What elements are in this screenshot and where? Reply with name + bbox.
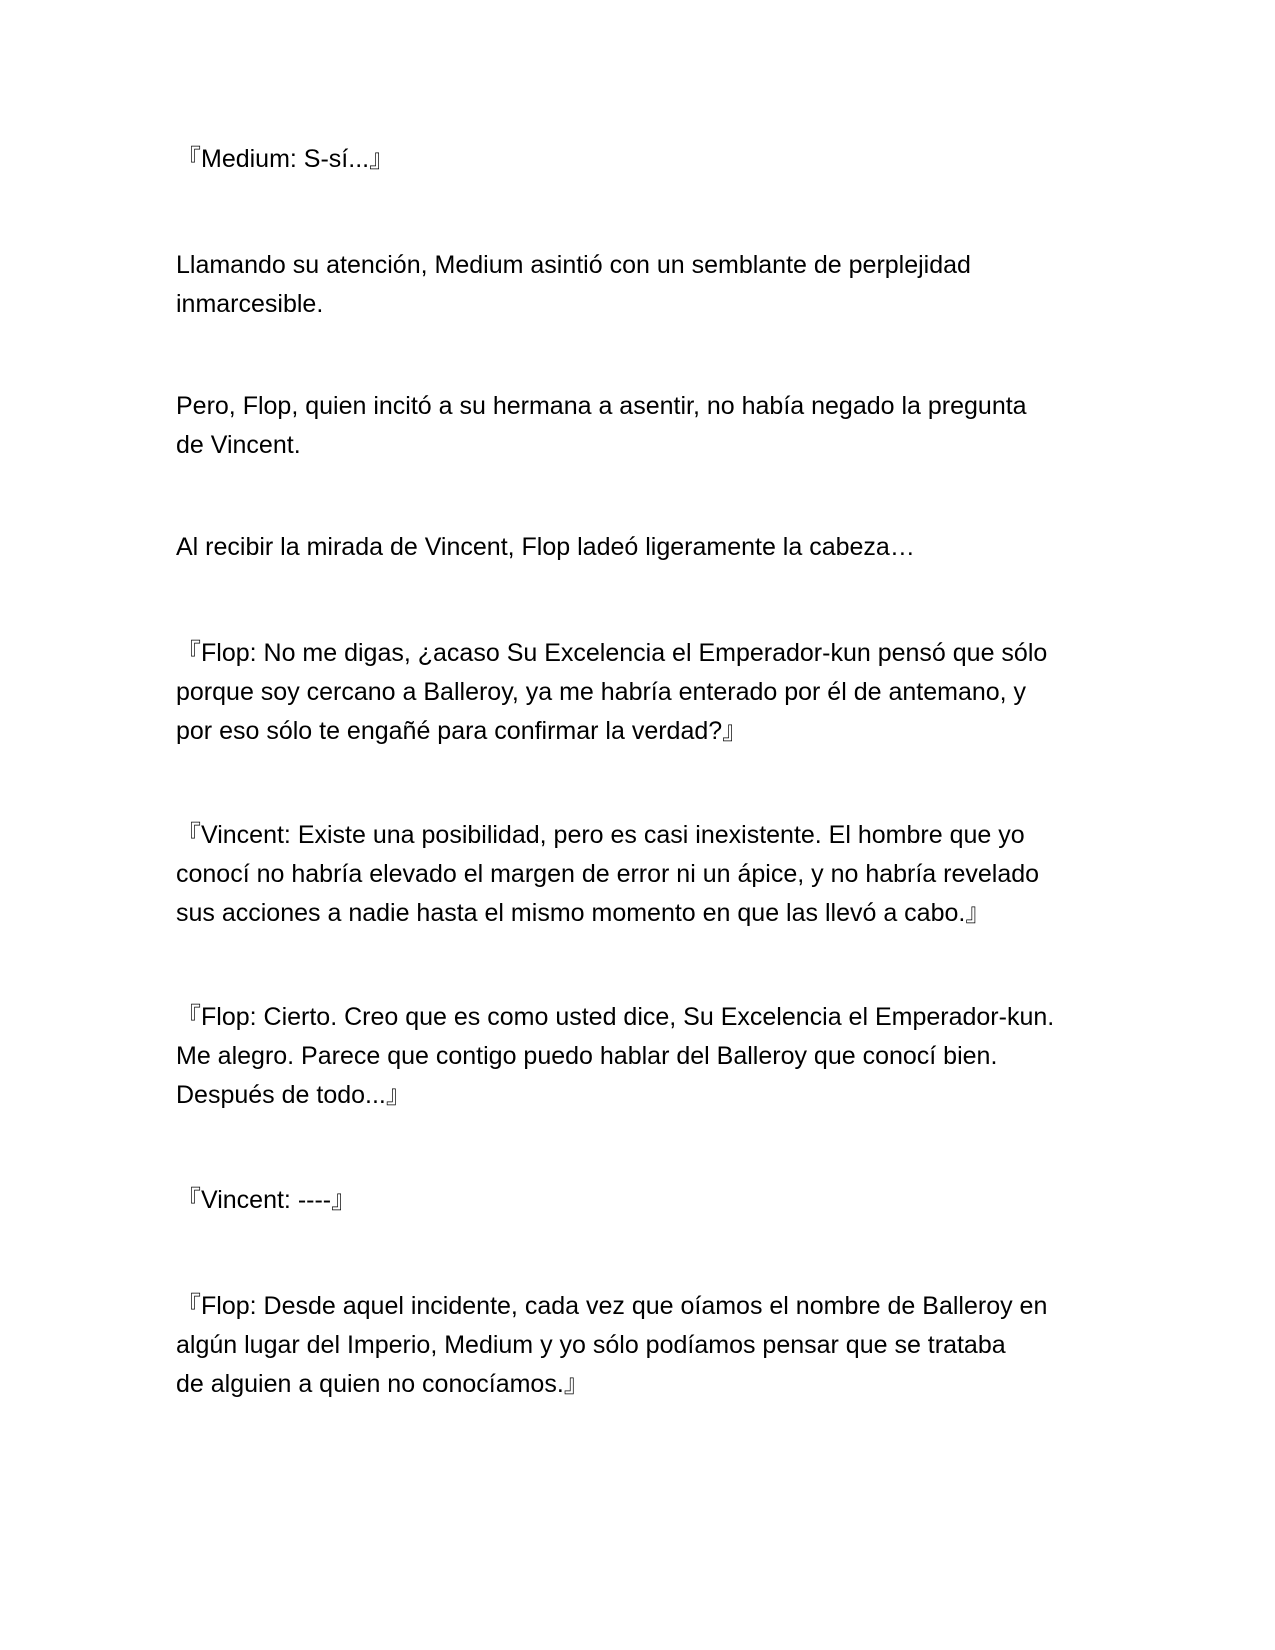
text-line: inmarcesible.: [176, 290, 324, 318]
paragraph-narration-flop-not-denied: [176, 387, 1116, 465]
text-line: Pero, Flop, quien incitó a su hermana a asentir, no había negado la pregunta: [176, 392, 1027, 420]
text-line: algún lugar del Imperio, Medium y yo sólo podíamos pensar que se trataba: [176, 1331, 1006, 1359]
paragraph-narration-medium-nodded: [176, 246, 1116, 324]
text-line: 『Flop: Cierto. Creo que es como usted dice, Su Excelencia el Emperador-kun.: [176, 1003, 1055, 1031]
text-line: porque soy cercano a Balleroy, ya me habría enterado por él de antemano, y: [176, 678, 1027, 706]
paragraph-dialogue-vincent-1: [176, 816, 1116, 933]
text-line: conocí no habría elevado el margen de error ni un ápice, y no habría revelado: [176, 860, 1040, 888]
text-line: Después de todo...』: [176, 1081, 411, 1109]
text-line: por eso sólo te engañé para confirmar la verdad?』: [176, 717, 748, 745]
text-line: Al recibir la mirada de Vincent, Flop ladeó ligeramente la cabeza…: [176, 533, 915, 561]
paragraph-dialogue-medium: [176, 140, 1116, 179]
text-line: 『Medium: S-sí...』: [176, 145, 395, 173]
text-line: 『Vincent: Existe una posibilidad, pero es casi inexistente. El hombre que yo: [176, 821, 1025, 849]
text-line: Llamando su atención, Medium asintió con un semblante de perplejidad: [176, 251, 971, 279]
paragraph-dialogue-flop-1: [176, 634, 1116, 751]
paragraph-dialogue-vincent-2: [176, 1181, 1116, 1220]
text-line: 『Vincent: ----』: [176, 1186, 357, 1214]
text-line: de Vincent.: [176, 431, 301, 459]
text-line: sus acciones a nadie hasta el mismo momento en que las llevó a cabo.』: [176, 899, 991, 927]
text-line: de alguien a quien no conocíamos.』: [176, 1370, 589, 1398]
text-line: Me alegro. Parece que contigo puedo hablar del Balleroy que conocí bien.: [176, 1042, 998, 1070]
paragraph-narration-flop-tilted-head: [176, 528, 1116, 567]
paragraph-dialogue-flop-2: [176, 998, 1116, 1115]
text-line: 『Flop: Desde aquel incidente, cada vez que oíamos el nombre de Balleroy en: [176, 1292, 1048, 1320]
paragraph-dialogue-flop-3: [176, 1287, 1116, 1404]
text-line: 『Flop: No me digas, ¿acaso Su Excelencia el Emperador-kun pensó que sólo: [176, 639, 1048, 667]
